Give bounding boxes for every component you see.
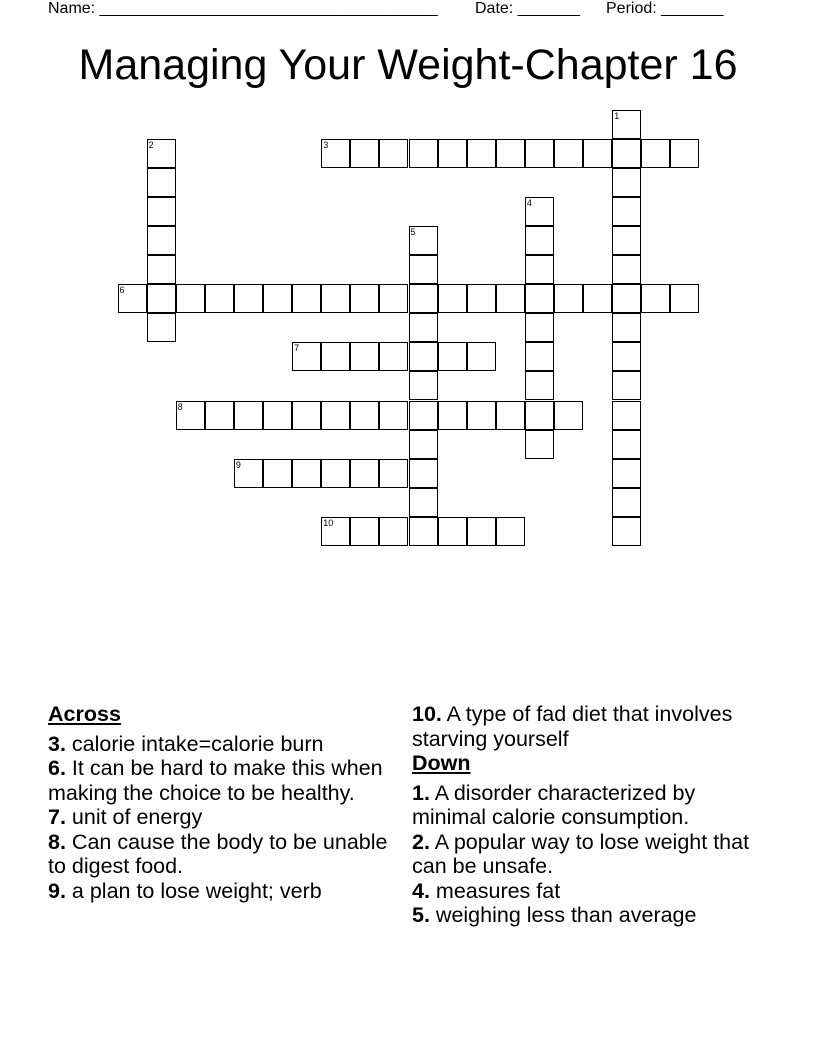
crossword-cell[interactable] [205, 284, 234, 313]
crossword-cell[interactable] [525, 342, 554, 371]
crossword-cell[interactable] [234, 401, 263, 430]
crossword-cell-8[interactable] [176, 401, 205, 430]
down-clue-2: 2. A popular way to lose weight that can be unsafe. [412, 829, 750, 878]
crossword-cell-1[interactable] [612, 110, 641, 139]
across-clue-10: 10. A type of fad diet that involves starving yourself [412, 702, 733, 751]
crossword-cell[interactable] [612, 284, 641, 313]
date-field[interactable]: Date: _______ [475, 0, 580, 17]
crossword-cell[interactable] [176, 284, 205, 313]
crossword-cell[interactable] [147, 284, 176, 313]
across-clue-8: 8. Can cause the body to be unable to digest food. [48, 829, 388, 878]
crossword-cell[interactable] [438, 401, 467, 430]
crossword-cell-6[interactable] [118, 284, 147, 313]
crossword-cell[interactable] [321, 342, 350, 371]
clues-column-right [412, 702, 762, 928]
crossword-cell-9[interactable] [234, 459, 263, 488]
crossword-cell[interactable] [612, 139, 641, 168]
crossword-cell[interactable] [292, 401, 321, 430]
crossword-cell[interactable] [321, 284, 350, 313]
page-title: Managing Your Weight-Chapter 16 [78, 41, 738, 89]
crossword-cell[interactable] [409, 255, 438, 284]
clue-number-label: 5 [410, 226, 416, 237]
down-clue-5: 5. weighing less than average [412, 903, 697, 927]
crossword-cell[interactable] [147, 255, 176, 284]
name-field[interactable]: Name: ______________________________________ [48, 0, 438, 17]
crossword-cell[interactable] [379, 284, 408, 313]
crossword-cell[interactable] [467, 401, 496, 430]
across-clue-3: 3. calorie intake=calorie burn [48, 731, 324, 756]
crossword-cell[interactable] [234, 284, 263, 313]
crossword-cell[interactable] [612, 488, 641, 517]
crossword-cell[interactable] [641, 284, 670, 313]
crossword-cell[interactable] [409, 401, 438, 430]
crossword-cell[interactable] [379, 139, 408, 168]
crossword-cell[interactable] [525, 139, 554, 168]
crossword-cell[interactable] [496, 517, 525, 546]
clue-number-label: 7 [294, 343, 300, 354]
crossword-cell[interactable] [612, 197, 641, 226]
crossword-cell[interactable] [525, 255, 554, 284]
across-clue-9: 9. a plan to lose weight; verb [48, 878, 322, 903]
crossword-cell[interactable] [525, 226, 554, 255]
crossword-cell[interactable] [612, 255, 641, 284]
crossword-cell[interactable] [263, 284, 292, 313]
crossword-cell[interactable] [438, 139, 467, 168]
crossword-cell-4[interactable] [525, 197, 554, 226]
crossword-cell[interactable] [321, 401, 350, 430]
crossword-cell[interactable] [467, 517, 496, 546]
crossword-cell-2[interactable] [147, 139, 176, 168]
crossword-cell[interactable] [525, 313, 554, 342]
crossword-cell[interactable] [670, 139, 699, 168]
crossword-cell[interactable] [525, 430, 554, 459]
crossword-cell[interactable] [612, 342, 641, 371]
crossword-cell[interactable] [496, 139, 525, 168]
clue-number-label: 4 [526, 197, 532, 208]
crossword-cell[interactable] [612, 459, 641, 488]
crossword-cell[interactable] [292, 284, 321, 313]
clues-column-left [48, 702, 388, 903]
crossword-cell[interactable] [379, 401, 408, 430]
crossword-cell[interactable] [321, 459, 350, 488]
crossword-cell-7[interactable] [292, 342, 321, 371]
crossword-cell[interactable] [467, 284, 496, 313]
crossword-cell[interactable] [379, 342, 408, 371]
crossword-cell[interactable] [350, 342, 379, 371]
crossword-cell[interactable] [409, 284, 438, 313]
crossword-cell[interactable] [409, 342, 438, 371]
clue-number-label: 10 [323, 517, 334, 528]
crossword-cell[interactable] [554, 139, 583, 168]
crossword-cell[interactable] [612, 226, 641, 255]
crossword-cell[interactable] [525, 401, 554, 430]
crossword-cell-3[interactable] [321, 139, 350, 168]
clue-number-label: 1 [614, 110, 620, 121]
crossword-cell[interactable] [147, 313, 176, 342]
crossword-cell[interactable] [467, 139, 496, 168]
crossword-cell[interactable] [409, 517, 438, 546]
crossword-cell[interactable] [641, 139, 670, 168]
crossword-cell[interactable] [583, 284, 612, 313]
crossword-cell[interactable] [583, 139, 612, 168]
crossword-cell-5[interactable] [409, 226, 438, 255]
crossword-cell[interactable] [554, 401, 583, 430]
crossword-cell[interactable] [554, 284, 583, 313]
across-clue-7: 7. unit of energy [48, 805, 203, 829]
crossword-cell[interactable] [409, 139, 438, 168]
crossword-cell[interactable] [409, 459, 438, 488]
down-heading: Down [412, 751, 471, 775]
clue-number-label: 9 [235, 459, 241, 470]
crossword-cell[interactable] [409, 313, 438, 342]
across-clue-6: 6. It can be hard to make this when making the choice to be healthy. [48, 756, 383, 805]
crossword-cell[interactable] [612, 517, 641, 546]
crossword-cell[interactable] [263, 459, 292, 488]
period-field[interactable]: Period: _______ [606, 0, 724, 17]
crossword-cell[interactable] [263, 401, 292, 430]
crossword-cell[interactable] [612, 168, 641, 197]
clue-number-label: 2 [148, 139, 154, 150]
crossword-cell[interactable] [496, 284, 525, 313]
crossword-cell[interactable] [409, 430, 438, 459]
crossword-cell[interactable] [205, 401, 234, 430]
crossword-cell[interactable] [525, 371, 554, 400]
crossword-cell[interactable] [612, 430, 641, 459]
crossword-cell[interactable] [350, 459, 379, 488]
crossword-cell[interactable] [409, 371, 438, 400]
crossword-cell[interactable] [147, 168, 176, 197]
crossword-cell[interactable] [612, 371, 641, 400]
crossword-cell[interactable] [379, 459, 408, 488]
down-clue-1: 1. A disorder characterized by minimal calorie consumption. [412, 780, 696, 829]
crossword-cell[interactable] [292, 459, 321, 488]
crossword-cell[interactable] [438, 517, 467, 546]
crossword-cell[interactable] [670, 284, 699, 313]
crossword-cell[interactable] [612, 313, 641, 342]
crossword-cell[interactable] [612, 401, 641, 430]
crossword-cell[interactable] [350, 139, 379, 168]
down-clue-4: 4. measures fat [412, 878, 561, 903]
across-heading: Across [48, 702, 121, 726]
clue-number-label: 6 [119, 285, 125, 296]
crossword-cell[interactable] [379, 517, 408, 546]
crossword-cell[interactable] [350, 401, 379, 430]
crossword-cell[interactable] [438, 342, 467, 371]
crossword-cell[interactable] [350, 284, 379, 313]
crossword-cell[interactable] [147, 197, 176, 226]
crossword-cell[interactable] [467, 342, 496, 371]
crossword-cell[interactable] [496, 401, 525, 430]
crossword-cell[interactable] [409, 488, 438, 517]
crossword-cell[interactable] [438, 284, 467, 313]
crossword-cell[interactable] [525, 284, 554, 313]
crossword-cell[interactable] [147, 226, 176, 255]
clue-number-label: 3 [323, 139, 329, 150]
crossword-cell-10[interactable] [321, 517, 350, 546]
clue-number-label: 8 [177, 401, 183, 412]
crossword-cell[interactable] [350, 517, 379, 546]
